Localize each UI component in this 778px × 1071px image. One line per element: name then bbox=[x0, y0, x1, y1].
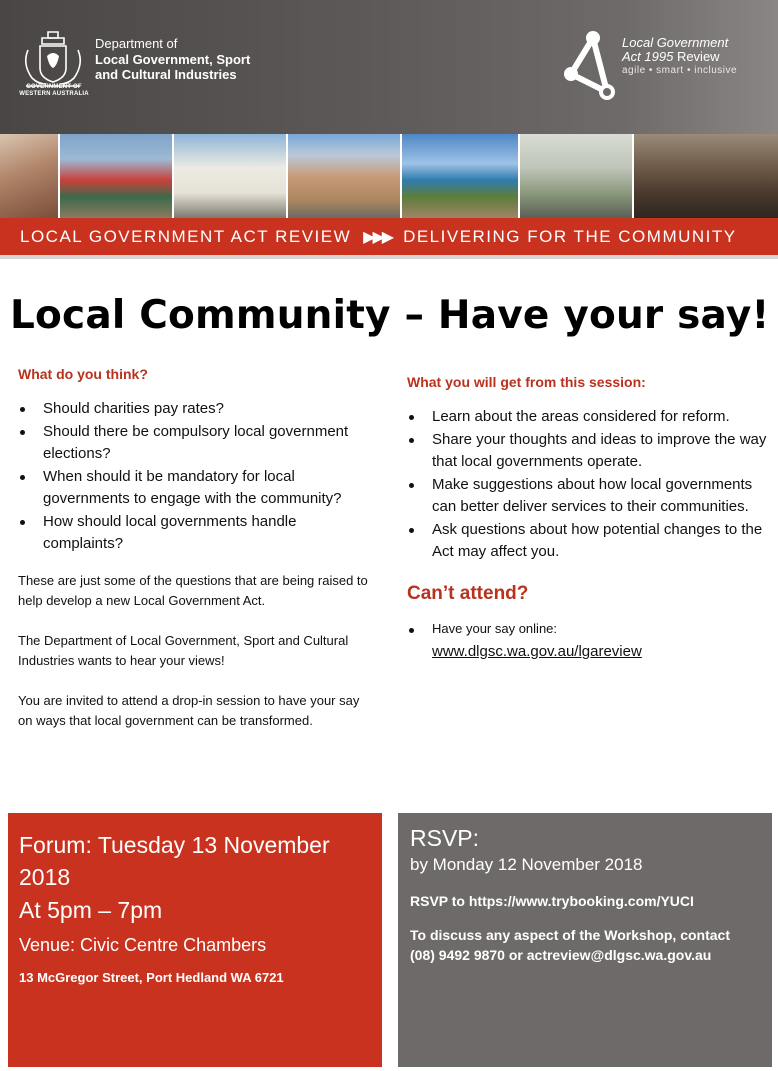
left-column bbox=[18, 366, 368, 731]
banner-underline bbox=[0, 255, 778, 259]
page-title: Local Community – Have your say! bbox=[10, 293, 770, 338]
contact-info bbox=[410, 925, 760, 965]
forum-year: 2018 bbox=[19, 864, 71, 890]
department-name bbox=[95, 36, 250, 83]
contact-line-1: To discuss any aspect of the Workshop, contact bbox=[410, 927, 730, 943]
photo-strip bbox=[0, 134, 778, 218]
banner-right-text: DELIVERING FOR THE COMMUNITY bbox=[403, 226, 737, 246]
forum-time: At 5pm – 7pm bbox=[19, 897, 163, 923]
red-banner bbox=[0, 218, 778, 255]
list-item: Should charities pay rates? bbox=[18, 398, 368, 420]
list-item: Should there be compulsory local government elections? bbox=[18, 421, 368, 465]
act-line-2-suffix: Review bbox=[676, 49, 720, 64]
benefits-heading: What you will get from this session: bbox=[407, 374, 646, 390]
act-tagline: agile • smart • inclusive bbox=[622, 65, 738, 76]
photo-town-hall bbox=[288, 134, 402, 218]
list-item: Learn about the areas considered for reform. bbox=[407, 406, 767, 428]
contact-line-2[interactable]: (08) 9492 9870 or actreview@dlgsc.wa.gov.au bbox=[410, 947, 712, 963]
act-line-1: Local Government bbox=[622, 35, 729, 50]
banner-arrows-icon: ▶▶▶ bbox=[363, 228, 392, 246]
header-bar bbox=[0, 0, 778, 134]
banner-left-text: LOCAL GOVERNMENT ACT REVIEW bbox=[20, 226, 352, 246]
dept-line-2: Local Government, Sport bbox=[95, 51, 251, 67]
act-line-2-prefix: Act 1995 bbox=[622, 49, 677, 64]
list-item: Make suggestions about how local governments can better deliver services to their communities. bbox=[407, 474, 767, 518]
photo-heritage-street bbox=[174, 134, 288, 218]
benefits-list bbox=[407, 406, 767, 563]
crest-caption: GOVERNMENT OF WESTERN AUSTRALIA bbox=[19, 84, 89, 97]
forum-date: Forum: Tuesday 13 November bbox=[19, 832, 330, 858]
questions-list bbox=[18, 398, 368, 555]
views-paragraph: The Department of Local Government, Sport and Cultural Industries wants to hear your views! bbox=[18, 633, 349, 668]
questions-heading: What do you think? bbox=[18, 366, 148, 382]
rsvp-heading: RSVP: bbox=[410, 825, 480, 851]
dept-line-1: Department of bbox=[95, 36, 178, 51]
rsvp-box bbox=[398, 813, 772, 1067]
act-line-2 bbox=[622, 50, 737, 64]
photo-market bbox=[60, 134, 174, 218]
list-item: When should it be mandatory for local governments to engage with the community? bbox=[18, 466, 368, 510]
act-review-logo-icon bbox=[563, 26, 618, 106]
forum-box bbox=[8, 813, 382, 1067]
list-item: Share your thoughts and ideas to improve the way that local governments operate. bbox=[407, 429, 767, 473]
lgareview-link[interactable]: www.dlgsc.wa.gov.au/lgareview bbox=[432, 643, 642, 660]
cant-attend-heading: Can’t attend? bbox=[407, 583, 529, 604]
forum-venue: Venue: Civic Centre Chambers bbox=[19, 935, 267, 955]
photo-cafe bbox=[634, 134, 778, 218]
right-column bbox=[407, 374, 767, 664]
list-item: Ask questions about how potential changes to the Act may affect you. bbox=[407, 519, 767, 563]
rsvp-deadline: by Monday 12 November 2018 bbox=[410, 855, 643, 874]
online-label: Have your say online: bbox=[432, 621, 558, 636]
online-list bbox=[407, 619, 767, 663]
forum-address: 13 McGregor Street, Port Hedland WA 6721 bbox=[19, 970, 284, 985]
list-item: How should local governments handle complaints? bbox=[18, 511, 368, 555]
rsvp-link[interactable]: RSVP to https://www.trybooking.com/YUCI bbox=[410, 893, 694, 909]
photo-caravan bbox=[520, 134, 634, 218]
photo-meeting bbox=[0, 134, 60, 218]
photo-coastline bbox=[402, 134, 520, 218]
online-item bbox=[407, 619, 767, 663]
invite-paragraph: You are invited to attend a drop-in session to have your say on ways that local government can be transformed. bbox=[18, 693, 360, 728]
dept-line-3: and Cultural Industries bbox=[95, 67, 237, 82]
act-review-text bbox=[622, 36, 737, 78]
intro-paragraph: These are just some of the questions that are being raised to help develop a new Local Government Act. bbox=[18, 573, 368, 608]
